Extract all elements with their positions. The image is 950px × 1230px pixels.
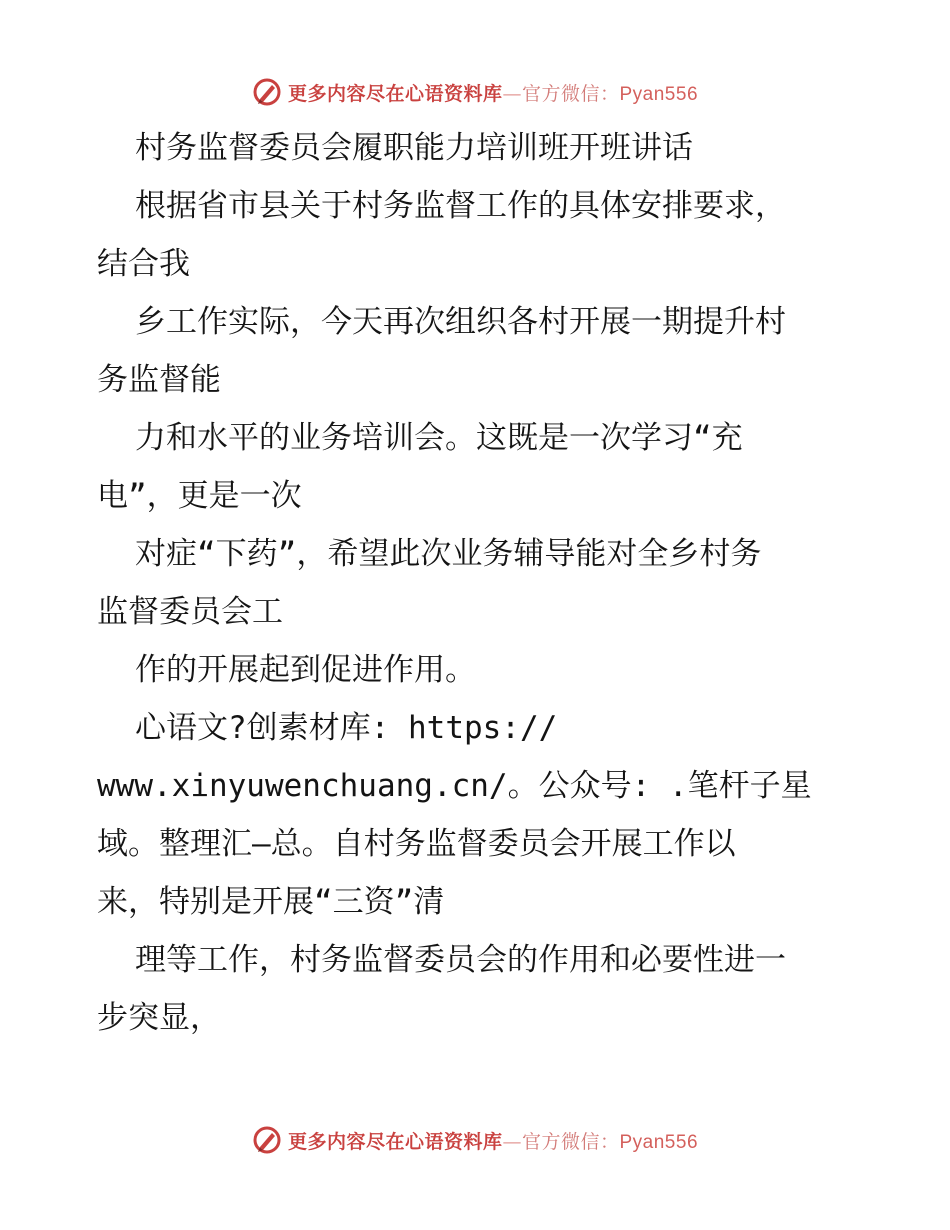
paragraph-line: 结合我: [97, 246, 190, 282]
document-title: 村务监督委员会履职能力培训班开班讲话: [135, 130, 693, 166]
paragraph-line: www.xinyuwenchuang.cn/。公众号: .笔杆子星: [97, 768, 812, 804]
paragraph-line: 力和水平的业务培训会。这既是一次学习“充: [135, 420, 743, 456]
banner-main-text: 更多内容尽在心语资料库: [287, 1130, 503, 1153]
paragraph-line: 步突显，: [97, 1000, 221, 1036]
banner-wechat-id: Pyan556: [619, 83, 699, 105]
banner-wechat-id: Pyan556: [619, 1131, 699, 1153]
pen-logo-icon: [252, 1125, 282, 1155]
banner-separator: —: [502, 1130, 522, 1153]
paragraph-line: 根据省市县关于村务监督工作的具体安排要求，: [135, 188, 786, 224]
paragraph-line: 理等工作，村务监督委员会的作用和必要性进一: [135, 942, 786, 978]
paragraph-line: 来，特别是开展“三资”清: [97, 884, 445, 920]
banner-wechat-label: 官方微信：: [521, 82, 620, 105]
paragraph-line: 监督委员会工: [97, 594, 283, 630]
paragraph-line: 电”，更是一次: [97, 478, 302, 514]
paragraph-line: 对症“下药”，希望此次业务辅导能对全乡村务: [135, 536, 762, 572]
paragraph-line: 作的开展起到促进作用。: [135, 652, 476, 688]
banner-wechat-label: 官方微信：: [521, 1130, 620, 1153]
banner-main-text: 更多内容尽在心语资料库: [287, 82, 503, 105]
paragraph-line: 乡工作实际，今天再次组织各村开展一期提升村: [135, 304, 786, 340]
footer-banner: [0, 1120, 950, 1160]
paragraph-line: 心语文?创素材库: https://: [135, 710, 558, 746]
paragraph-line: 务监督能: [97, 362, 221, 398]
banner-separator: —: [502, 82, 522, 105]
paragraph-line: 域。整理汇—总。自村务监督委员会开展工作以: [97, 826, 736, 862]
pen-logo-icon: [252, 77, 282, 107]
header-banner: [0, 72, 950, 112]
